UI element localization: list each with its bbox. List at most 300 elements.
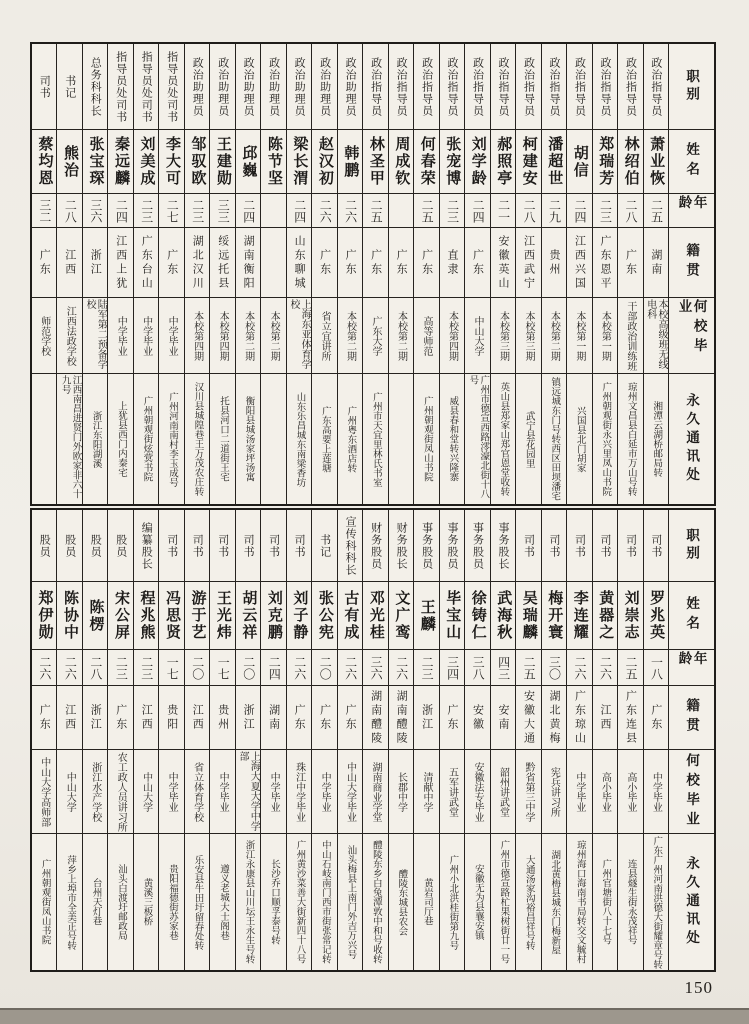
name-cell: 张宝琛 <box>83 130 107 194</box>
age-cell: 二三 <box>593 194 617 228</box>
name-cell: 邱巍 <box>236 130 260 194</box>
origin-cell: 江西上犹 <box>108 228 132 298</box>
age-cell: 二三 <box>414 650 438 686</box>
age-cell: 二六 <box>57 650 81 686</box>
name-cell: 刘崇志 <box>618 582 642 650</box>
address-cell: 黄溪三板桥 <box>141 878 152 926</box>
address-cell: 萍乡上埠市全美正号转 <box>65 854 76 950</box>
school-cell: 本校第三期 <box>516 298 540 374</box>
age-cell <box>261 194 285 228</box>
position-cell: 司书 <box>567 510 591 582</box>
row-header-address: 永久通讯处 <box>684 392 700 486</box>
school-cell: 本校第三期 <box>491 298 515 374</box>
name-cell: 蔡均恩 <box>32 130 56 194</box>
address-cell: 安徽无为县襄安镇 <box>472 864 483 940</box>
age-cell: 二四 <box>261 650 285 686</box>
position-cell: 政治指导员 <box>440 44 464 130</box>
age-cell: 二三 <box>134 194 158 228</box>
row-header-school: 何校毕业 <box>669 750 714 834</box>
school-cell: 陆军第二预备学校 <box>83 298 107 374</box>
position-cell: 司书 <box>210 510 234 582</box>
position-cell: 股员 <box>57 510 81 582</box>
address-cell: 广州朝观街炫蓂书院 <box>141 396 152 482</box>
name-cell: 赵汉初 <box>312 130 336 194</box>
origin-cell: 安南 <box>491 686 515 750</box>
position-cell: 司书 <box>236 510 260 582</box>
position-cell: 政治助理员 <box>236 44 260 130</box>
origin-cell: 湖南 <box>261 686 285 750</box>
name-cell: 王麟 <box>414 582 438 650</box>
address-cell: 醴陵东乡白兔潭敦中和号收转 <box>370 840 381 964</box>
school-cell: 本校第一期 <box>567 298 591 374</box>
position-cell: 事务股员 <box>465 510 489 582</box>
person-column <box>133 44 158 504</box>
name-cell: 游于艺 <box>185 582 209 650</box>
person-column <box>56 44 81 504</box>
school-cell: 本校高级班无线电科 <box>644 298 668 374</box>
row-header-name: 姓名 <box>669 130 714 194</box>
address-cell: 广州朝观街凤山书院 <box>421 396 432 482</box>
origin-cell: 广东 <box>618 228 642 298</box>
origin-cell: 浙江 <box>414 686 438 750</box>
age-cell: 三四 <box>440 650 464 686</box>
position-cell: 政治指导员 <box>567 44 591 130</box>
roster-table-upper <box>30 42 716 506</box>
age-cell: 二三 <box>108 650 132 686</box>
school-cell: 珠江中学毕业 <box>287 750 311 834</box>
origin-cell: 江西 <box>185 686 209 750</box>
address-cell: 长沙乔口顺孚泰号转 <box>268 859 279 945</box>
address-cell <box>261 374 285 504</box>
person-column <box>490 510 515 970</box>
address-cell: 广州小北洪桂街第九号 <box>447 854 458 950</box>
person-column <box>617 44 642 504</box>
address-cell: 琼州海口海南书局转交文毓村 <box>574 840 585 964</box>
position-cell: 政治指导员 <box>491 44 515 130</box>
origin-cell: 湖南衡阳 <box>236 228 260 298</box>
origin-cell: 广东 <box>440 686 464 750</box>
school-cell: 中山大学 <box>465 298 489 374</box>
age-cell: 二五 <box>644 194 668 228</box>
position-cell: 事务股员 <box>414 510 438 582</box>
person-column <box>158 510 183 970</box>
origin-cell: 广东 <box>363 228 387 298</box>
person-column <box>439 510 464 970</box>
name-cell: 冯思贤 <box>159 582 183 650</box>
name-cell: 秦远麟 <box>108 130 132 194</box>
address-cell <box>389 374 413 504</box>
person-column <box>592 510 617 970</box>
name-cell: 柯建安 <box>516 130 540 194</box>
name-cell: 邓光桂 <box>363 582 387 650</box>
name-cell: 武海秋 <box>491 582 515 650</box>
age-cell: 一七 <box>210 650 234 686</box>
school-cell: 本校第一期 <box>593 298 617 374</box>
person-column <box>617 510 642 970</box>
school-cell: 干部政治训练班 <box>618 298 642 374</box>
school-cell: 农工政人员讲习所 <box>108 750 132 834</box>
age-cell: 三六 <box>83 194 107 228</box>
name-cell: 刘美成 <box>134 130 158 194</box>
name-cell: 程兆熊 <box>134 582 158 650</box>
origin-cell: 广东 <box>108 686 132 750</box>
origin-cell: 广东 <box>414 228 438 298</box>
name-cell: 刘学龄 <box>465 130 489 194</box>
age-cell <box>389 194 413 228</box>
school-cell: 安徽法专毕业 <box>465 750 489 834</box>
age-cell: 二三 <box>134 650 158 686</box>
name-cell: 胡信 <box>567 130 591 194</box>
name-cell: 韩鹏 <box>338 130 362 194</box>
person-column <box>464 44 489 504</box>
name-cell: 郑瑞芳 <box>593 130 617 194</box>
address-cell: 托县河口二道街王宅 <box>217 396 228 482</box>
person-column <box>566 510 591 970</box>
school-cell: 江西法政学校 <box>57 298 81 374</box>
position-cell: 总务科科长 <box>83 44 107 130</box>
school-cell: 韶州讲武堂 <box>491 750 515 834</box>
address-cell: 琼州文昌县白延市万山号转 <box>625 382 636 496</box>
age-cell: 二三 <box>440 194 464 228</box>
name-cell: 张宠博 <box>440 130 464 194</box>
origin-cell: 广东 <box>338 686 362 750</box>
position-cell: 财务股员 <box>363 510 387 582</box>
person-column <box>566 44 591 504</box>
school-cell: 中学毕业 <box>312 750 336 834</box>
origin-cell <box>261 228 285 298</box>
name-cell: 萧业恢 <box>644 130 668 194</box>
origin-cell: 浙江 <box>83 228 107 298</box>
address-cell: 广州市德宣路杧果树街廿一号 <box>498 840 509 964</box>
age-cell: 二六 <box>338 194 362 228</box>
address-cell: 大通汤家沟裕昌祥号转 <box>523 854 534 950</box>
person-column <box>643 510 668 970</box>
address-cell: 连县燧生街永茂祥号 <box>625 859 636 945</box>
school-cell: 高等师范 <box>414 298 438 374</box>
age-cell: 二四 <box>465 194 489 228</box>
row-header-school: 何校毕业 <box>669 298 714 374</box>
address-cell: 英山县郑家山郑官恩堂收转 <box>498 382 509 496</box>
person-column <box>413 510 438 970</box>
age-cell: 二五 <box>618 650 642 686</box>
address-cell: 中山石岐南门西市街张常记转 <box>319 840 330 964</box>
position-cell: 政治助理员 <box>287 44 311 130</box>
address-cell: 浙江永康县山川坛王永生号转 <box>243 840 254 964</box>
age-cell: 二八 <box>516 194 540 228</box>
school-cell: 中学毕业 <box>108 298 132 374</box>
address-cell: 广州市德宣西路澪濠北街十八号 <box>467 375 489 499</box>
school-cell: 中学毕业 <box>159 298 183 374</box>
address-cell: 湖北黄梅县城东门梅新屋 <box>549 849 560 955</box>
school-cell: 高小毕业 <box>618 750 642 834</box>
position-cell: 司书 <box>542 510 566 582</box>
row-header-age: 年龄 <box>669 650 714 686</box>
person-column <box>592 44 617 504</box>
person-column <box>515 44 540 504</box>
age-cell: 二四 <box>108 194 132 228</box>
position-cell: 政治指导员 <box>644 44 668 130</box>
school-cell: 本校第二期 <box>236 298 260 374</box>
position-cell: 事务股长 <box>491 510 515 582</box>
name-cell: 林圣甲 <box>363 130 387 194</box>
person-column <box>464 510 489 970</box>
position-cell: 股员 <box>32 510 56 582</box>
address-cell: 镇远城东门号转西区田坝潘宅 <box>549 377 560 501</box>
school-cell: 中学毕业 <box>567 750 591 834</box>
name-cell: 张公宪 <box>312 582 336 650</box>
position-cell: 政治助理员 <box>210 44 234 130</box>
address-cell: 台州天灯巷 <box>90 878 101 926</box>
position-cell: 书记 <box>57 44 81 130</box>
school-cell: 中学毕业 <box>134 298 158 374</box>
origin-cell: 广东琼山 <box>567 686 591 750</box>
position-cell: 司书 <box>185 510 209 582</box>
origin-cell: 湖南醴陵 <box>389 686 413 750</box>
origin-cell: 江西 <box>57 228 81 298</box>
age-cell: 二四 <box>567 194 591 228</box>
age-cell: 二六 <box>312 194 336 228</box>
person-column <box>413 44 438 504</box>
name-cell: 徐铸仁 <box>465 582 489 650</box>
origin-cell: 安徽英山 <box>491 228 515 298</box>
person-column <box>235 510 260 970</box>
name-cell: 吴瑞麟 <box>516 582 540 650</box>
school-cell: 本校第四期 <box>440 298 464 374</box>
address-cell: 广州粤东酒店转 <box>345 405 356 473</box>
school-cell: 浙江水产学校 <box>83 750 107 834</box>
name-cell: 毕宝山 <box>440 582 464 650</box>
origin-cell: 广东台山 <box>134 228 158 298</box>
school-cell: 清献中学 <box>414 750 438 834</box>
age-cell: 二八 <box>83 650 107 686</box>
school-cell: 上海东亚体育学校 <box>287 298 311 374</box>
roster-table-lower <box>30 508 716 972</box>
name-cell: 刘克鹏 <box>261 582 285 650</box>
person-column <box>311 44 336 504</box>
position-cell: 指导员处司书 <box>134 44 158 130</box>
person-column <box>337 44 362 504</box>
name-cell: 潘超世 <box>542 130 566 194</box>
address-cell: 广州官塘街八十七号 <box>600 859 611 945</box>
origin-cell: 广东 <box>32 228 56 298</box>
school-cell: 黔省第三中学 <box>516 750 540 834</box>
row-header-address: 永久通讯处 <box>684 855 700 949</box>
school-cell: 中学毕业 <box>261 750 285 834</box>
origin-cell: 江西 <box>593 686 617 750</box>
address-cell: 黄岩司厅巷 <box>421 878 432 926</box>
name-cell: 郝照亭 <box>491 130 515 194</box>
age-cell: 二〇 <box>236 650 260 686</box>
age-cell: 三二 <box>32 194 56 228</box>
school-cell: 高小毕业 <box>593 750 617 834</box>
age-cell: 二四 <box>287 194 311 228</box>
person-column <box>56 510 81 970</box>
position-cell: 政治助理员 <box>312 44 336 130</box>
school-cell: 中学毕业 <box>159 750 183 834</box>
school-cell: 师范学校 <box>32 298 56 374</box>
school-cell: 上海大夏大学中学部 <box>236 750 260 834</box>
name-cell: 王建勋 <box>210 130 234 194</box>
age-cell: 二八 <box>57 194 81 228</box>
person-column <box>286 44 311 504</box>
address-cell: 兴国县北门胡家 <box>574 405 585 473</box>
scan-bottom-edge <box>0 1008 749 1024</box>
age-cell: 二〇 <box>312 650 336 686</box>
address-cell: 乐安县牛田圩留春处转 <box>192 854 203 950</box>
address-cell: 武宁县花园里 <box>523 410 534 468</box>
person-column <box>260 510 285 970</box>
person-column <box>209 44 234 504</box>
position-cell: 编纂股长 <box>134 510 158 582</box>
position-cell: 政治指导员 <box>414 44 438 130</box>
person-column <box>32 44 56 504</box>
address-cell: 汕头白渡圩邮政局 <box>116 864 127 940</box>
age-cell: 二〇 <box>185 650 209 686</box>
position-cell: 财务股长 <box>389 510 413 582</box>
position-cell: 司书 <box>287 510 311 582</box>
position-cell: 政治指导员 <box>465 44 489 130</box>
person-column <box>82 44 107 504</box>
origin-cell: 广东 <box>389 228 413 298</box>
school-cell: 中学毕业 <box>644 750 668 834</box>
position-cell: 政治指导员 <box>389 44 413 130</box>
row-header-name: 姓名 <box>669 582 714 650</box>
address-cell: 贵阳福德街苏家巷 <box>167 864 178 940</box>
school-cell: 中学毕业 <box>210 750 234 834</box>
row-header-origin: 籍贯 <box>669 228 714 298</box>
position-cell: 事务股员 <box>440 510 464 582</box>
position-cell: 股员 <box>108 510 132 582</box>
age-cell: 二六 <box>32 650 56 686</box>
person-column <box>82 510 107 970</box>
school-cell: 中山大学 <box>57 750 81 834</box>
address-cell: 浙江东阳湖溪 <box>90 410 101 468</box>
name-cell: 罗兆英 <box>644 582 668 650</box>
position-cell: 政治指导员 <box>593 44 617 130</box>
school-cell: 本校第四期 <box>210 298 234 374</box>
position-cell: 司书 <box>644 510 668 582</box>
age-cell: 二九 <box>542 194 566 228</box>
person-column <box>388 510 413 970</box>
address-cell: 广州黄沙菜善大街新四十八号 <box>294 840 305 964</box>
position-cell: 政治指导员 <box>618 44 642 130</box>
row-header-column <box>668 510 714 970</box>
school-cell: 宪兵讲习所 <box>542 750 566 834</box>
person-column <box>388 44 413 504</box>
origin-cell: 江西武宁 <box>516 228 540 298</box>
age-cell: 二五 <box>363 194 387 228</box>
origin-cell: 贵州 <box>210 686 234 750</box>
address-cell: 江西南昌进贤门外欧家非六十九号 <box>59 375 81 499</box>
age-cell: 二八 <box>618 194 642 228</box>
age-cell: 三〇 <box>542 650 566 686</box>
origin-cell: 江西兴国 <box>567 228 591 298</box>
name-cell: 文广鸾 <box>389 582 413 650</box>
age-cell: 三八 <box>465 650 489 686</box>
name-cell: 陈协中 <box>57 582 81 650</box>
age-cell: 四三 <box>491 650 515 686</box>
person-column <box>541 44 566 504</box>
person-column <box>260 44 285 504</box>
age-cell: 二一 <box>491 194 515 228</box>
address-cell: 广东广州河南洪德大街耀章号转 <box>651 835 662 969</box>
origin-cell: 广东 <box>287 686 311 750</box>
position-cell: 司书 <box>32 44 56 130</box>
person-column <box>235 44 260 504</box>
name-cell: 李大可 <box>159 130 183 194</box>
address-cell: 威县春和堂转兴隆寨 <box>447 396 458 482</box>
address-cell: 广州市天宜里林氏书室 <box>370 391 381 487</box>
origin-cell: 广东 <box>338 228 362 298</box>
row-header-age: 年龄 <box>669 194 714 228</box>
name-cell: 郑伊勋 <box>32 582 56 650</box>
position-cell: 司书 <box>593 510 617 582</box>
origin-cell: 浙江 <box>236 686 260 750</box>
person-column <box>286 510 311 970</box>
position-cell: 宣传科科长 <box>338 510 362 582</box>
address-cell: 衡阳县城汤家坪汤寓 <box>243 396 254 482</box>
person-column <box>107 44 132 504</box>
origin-cell: 江西 <box>134 686 158 750</box>
age-cell: 三六 <box>363 650 387 686</box>
row-header-column <box>668 44 714 504</box>
school-cell: 湖南商业学堂 <box>363 750 387 834</box>
person-column <box>158 44 183 504</box>
school-cell: 五军讲武堂 <box>440 750 464 834</box>
address-cell: 汉川县城隍巷王万茂农庄转 <box>192 382 203 496</box>
person-column <box>643 44 668 504</box>
age-cell: 一七 <box>159 650 183 686</box>
name-cell: 熊治 <box>57 130 81 194</box>
row-header-position: 职别 <box>669 44 714 130</box>
school-cell: 长郡中学 <box>389 750 413 834</box>
name-cell: 陈节坚 <box>261 130 285 194</box>
person-column <box>362 44 387 504</box>
age-cell: 二五 <box>414 194 438 228</box>
position-cell: 司书 <box>516 510 540 582</box>
position-cell: 司书 <box>261 510 285 582</box>
name-cell: 梁长渭 <box>287 130 311 194</box>
name-cell: 李连耀 <box>567 582 591 650</box>
origin-cell: 广东连县 <box>618 686 642 750</box>
name-cell: 宋公屏 <box>108 582 132 650</box>
address-cell: 广东高要上莲塘 <box>319 405 330 473</box>
person-column <box>184 510 209 970</box>
address-cell: 上犹县西门内秦宅 <box>116 401 127 477</box>
origin-cell: 贵州 <box>542 228 566 298</box>
origin-cell: 广东 <box>159 228 183 298</box>
age-cell: 二三 <box>185 194 209 228</box>
age-cell: 二五 <box>516 650 540 686</box>
origin-cell: 广东 <box>312 228 336 298</box>
origin-cell: 湖北黄梅 <box>542 686 566 750</box>
origin-cell: 山东聊城 <box>287 228 311 298</box>
origin-cell: 广东 <box>312 686 336 750</box>
age-cell: 三三 <box>210 194 234 228</box>
name-cell: 王光炜 <box>210 582 234 650</box>
origin-cell: 广东 <box>32 686 56 750</box>
origin-cell: 安徽大通 <box>516 686 540 750</box>
address-cell: 广州朝观街永兴里凤山书院 <box>600 382 611 496</box>
age-cell: 二六 <box>338 650 362 686</box>
address-cell: 汕头梅县上南门外吉万兴号 <box>345 845 356 959</box>
school-cell: 本校第二期 <box>338 298 362 374</box>
address-cell: 湘潭云湖桥邮局转 <box>651 401 662 477</box>
origin-cell: 广东恩平 <box>593 228 617 298</box>
age-cell: 二六 <box>389 650 413 686</box>
name-cell: 周成钦 <box>389 130 413 194</box>
school-cell: 本校第二期 <box>542 298 566 374</box>
